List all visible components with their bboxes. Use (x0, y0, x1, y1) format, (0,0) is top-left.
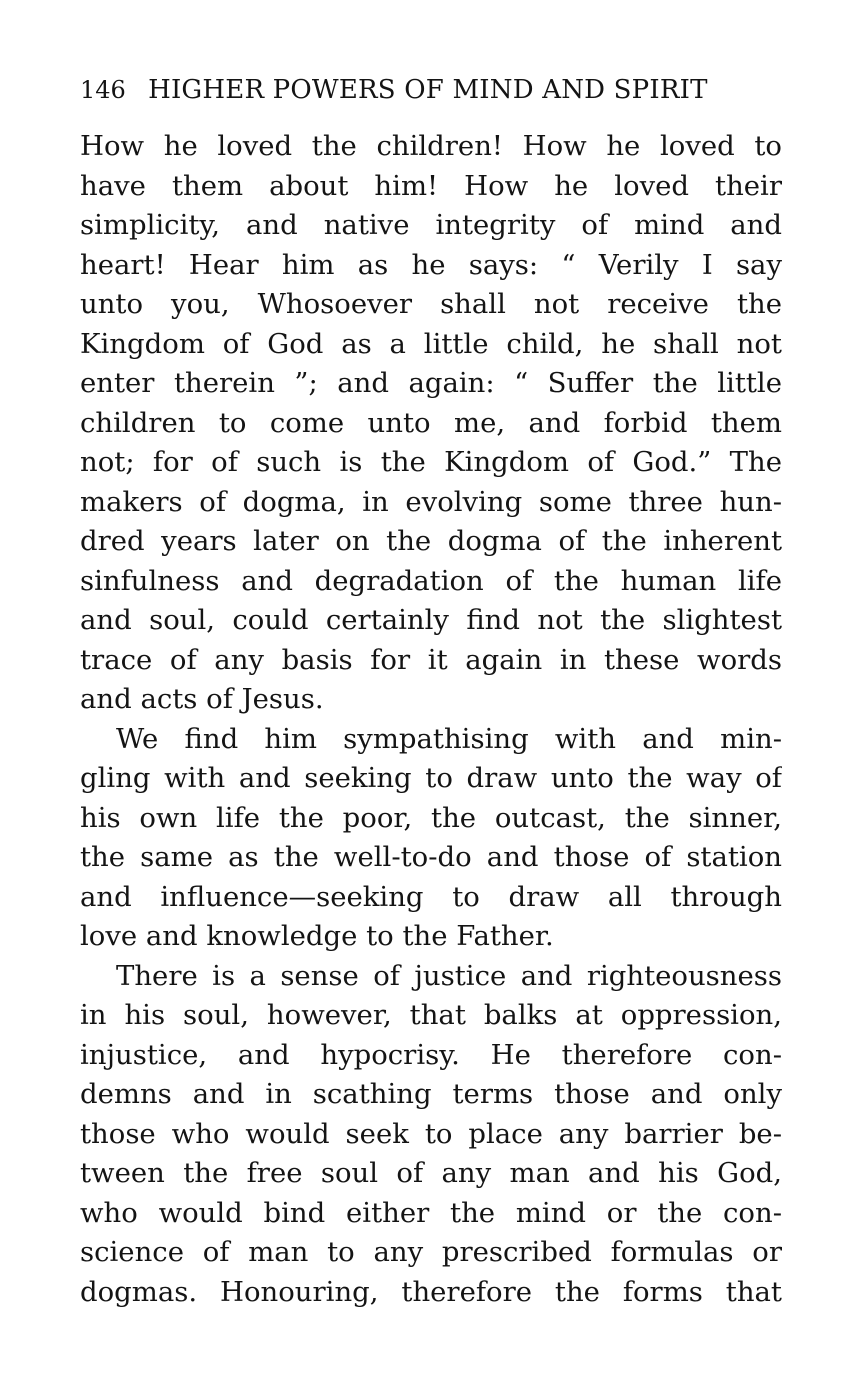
text-line: and influence—seeking to draw all through (80, 880, 782, 913)
paragraph-2 (80, 720, 782, 957)
text-line: dred years later on the dogma of the inherent (80, 525, 782, 557)
paragraph-1 (80, 127, 782, 720)
text-line: gling with and seeking to draw unto the way of (80, 762, 782, 794)
text-line: the same as the well-to-do and those of station (80, 841, 782, 873)
text-line: demns and in scathing terms those and only (80, 1078, 782, 1110)
text-line: trace of any basis for it again in these words (80, 643, 782, 676)
running-title: HIGHER POWERS OF MIND AND SPIRIT (148, 75, 708, 105)
text-line: simplicity, and native integrity of mind and (80, 209, 782, 241)
text-line: There is a sense of justice and righteousness (116, 959, 782, 992)
text-line: science of man to any prescribed formulas or (80, 1236, 782, 1268)
text-line: We find him sympathising with and min- (116, 722, 782, 755)
text-line: love and knowledge to the Father. (80, 920, 554, 952)
running-head (80, 72, 782, 108)
body-text (80, 127, 782, 1312)
text-line: and soul, could certainly find not the slightest (80, 604, 782, 636)
text-line: not; for of such is the Kingdom of God.” The (80, 446, 782, 478)
text-line: in his soul, however, that balks at oppression, (80, 999, 782, 1031)
page-number: 146 (80, 76, 126, 104)
text-line: who would bind either the mind or the con- (80, 1196, 782, 1229)
text-line: How he loved the children! How he loved to (80, 130, 782, 162)
paragraph-3 (80, 957, 782, 1313)
text-line: enter therein ”; and again: “ Suffer the little (80, 367, 782, 399)
text-line: tween the free soul of any man and his God, (80, 1157, 782, 1189)
text-line: children to come unto me, and forbid them (80, 406, 782, 439)
text-line: his own life the poor, the outcast, the sinner, (80, 801, 782, 834)
text-line: and acts of Jesus. (80, 683, 324, 715)
text-line: unto you, Whosoever shall not receive the (80, 288, 782, 320)
text-line: Kingdom of God as a little child, he shall not (80, 327, 782, 360)
text-line: heart! Hear him as he says: “ Verily I say (80, 248, 782, 281)
text-line: those who would seek to place any barrier be- (80, 1117, 782, 1150)
text-line: sinfulness and degradation of the human life (80, 564, 782, 597)
text-line: have them about him! How he loved their (80, 169, 782, 202)
text-line: injustice, and hypocrisy. He therefore con- (80, 1038, 782, 1071)
text-line: makers of dogma, in evolving some three hun- (80, 485, 782, 518)
text-line: dogmas. Honouring, therefore the forms that (80, 1275, 782, 1308)
